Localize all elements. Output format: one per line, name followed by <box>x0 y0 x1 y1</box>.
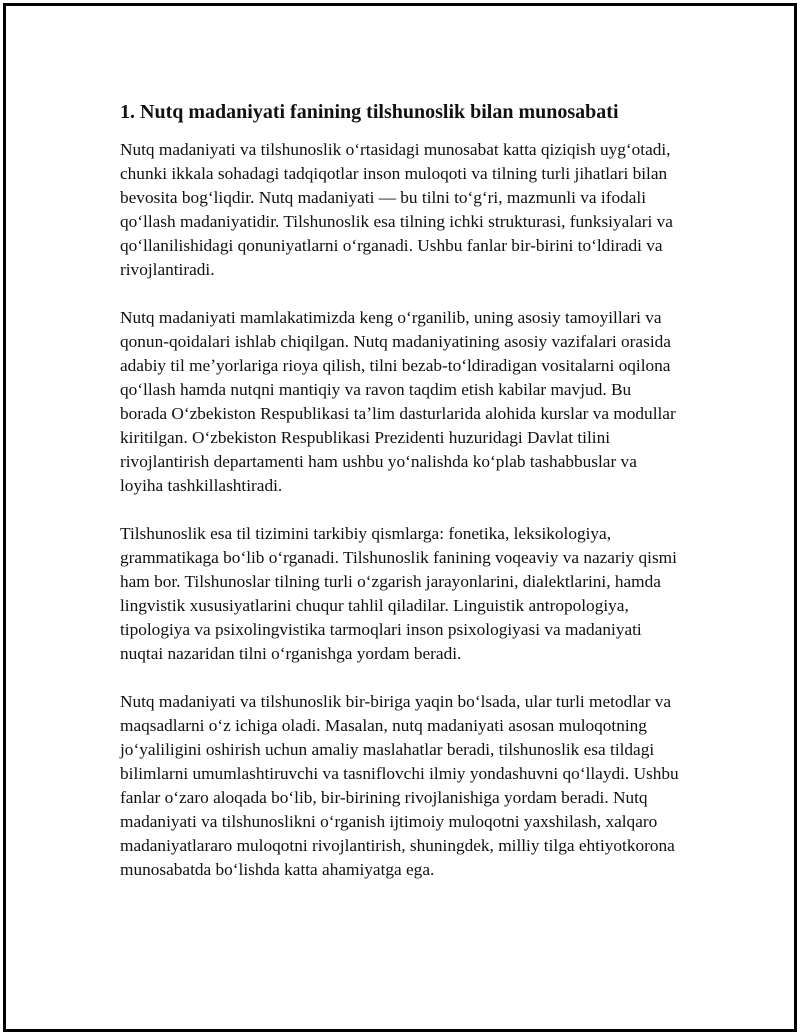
document-body <box>120 98 680 906</box>
paragraph-2: Nutq madaniyati mamlakatimizda keng oʻrganilib, uning asosiy tamoyillari va qonun-qoidalari ishlab chiqilgan. Nutq madaniyatining asosiy vazifalari orasida adabiy til meʼyorlariga rioya qilish, tilni bezab-toʻldiradigan vositalarni oqilona qoʻllash hamda nutqni mantiqiy va ravon taqdim etish kabilar mavjud. Bu borada Oʻzbekiston Respublikasi taʼlim dasturlarida alohida kurslar va modullar kiritilgan. Oʻzbekiston Respublikasi Prezidenti huzuridagi Davlat tilini rivojlantirish departamenti ham ushbu yoʻnalishda koʻplab tashabbuslar va loyiha tashkillashtiradi. <box>120 308 676 495</box>
paragraph-4: Nutq madaniyati va tilshunoslik bir-biriga yaqin boʻlsada, ular turli metodlar va maqsadlarni oʻz ichiga oladi. Masalan, nutq madaniyati asosan muloqotning joʻyaliligini oshirish uchun amaliy maslahatlar beradi, tilshunoslik esa tildagi bilimlarni umumlashtiruvchi va tasniflovchi ilmiy yondashuvni qoʻllaydi. Ushbu fanlar oʻzaro aloqada boʻlib, bir-birining rivojlanishiga yordam beradi. Nutq madaniyati va tilshunoslikni oʻrganish ijtimoiy muloqotni yaxshilash, xalqaro madaniyatlararo muloqotni rivojlantirish, shuningdek, milliy tilga ehtiyotkorona munosabatda boʻlishda katta ahamiyatga ega. <box>120 692 679 879</box>
page-frame <box>3 3 797 1032</box>
paragraph-1: Nutq madaniyati va tilshunoslik oʻrtasidagi munosabat katta qiziqish uygʻotadi, chunki ikkala sohadagi tadqiqotlar inson muloqoti va tilning turli jihatlari bilan bevosita bogʻliqdir. Nutq madaniyati — bu tilni toʻgʻri, mazmunli va ifodali qoʻllash madaniyatidir. Tilshunoslik esa tilning ichki strukturasi, funksiyalari va qoʻllanilishidagi qonuniyatlarni oʻrganadi. Ushbu fanlar bir-birini toʻldiradi va rivojlantiradi. <box>120 140 673 279</box>
paragraph-3: Tilshunoslik esa til tizimini tarkibiy qismlarga: fonetika, leksikologiya, grammatikaga boʻlib oʻrganadi. Tilshunoslik fanining voqeaviy va nazariy qismi ham bor. Tilshunoslar tilning turli oʻzgarish jarayonlarini, dialektlarini, hamda lingvistik xususiyatlarini chuqur tahlil qiladilar. Linguistik antropologiya, tipologiya va psixolingvistika tarmoqlari inson psixologiyasi va madaniyati nuqtai nazaridan tilni oʻrganishga yordam beradi. <box>120 524 677 663</box>
section-heading: 1. Nutq madaniyati fanining tilshunoslik bilan munosabati <box>120 101 619 123</box>
